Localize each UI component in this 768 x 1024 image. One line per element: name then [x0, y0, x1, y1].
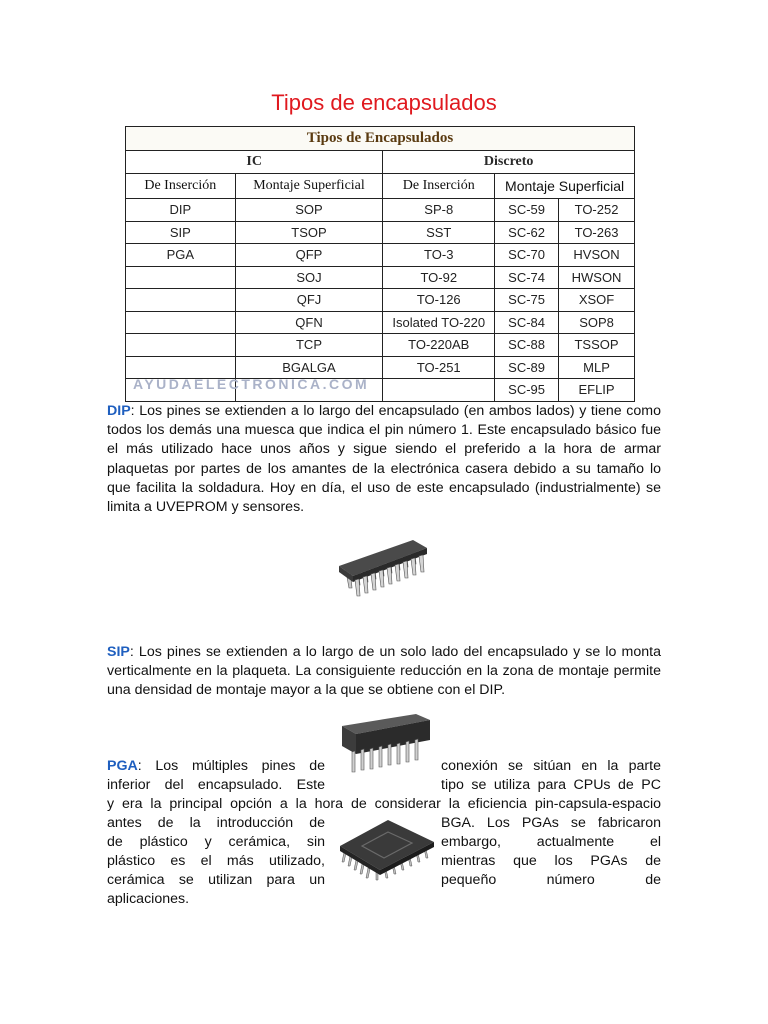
table-cell: SC-62 [495, 221, 559, 244]
column-header: De Inserción [383, 174, 495, 199]
table-cell: TCP [235, 334, 383, 357]
table-cell: SC-84 [495, 311, 559, 334]
column-header: Montaje Superficial [235, 174, 383, 199]
page-title: Tipos de encapsulados [271, 90, 497, 115]
pga-line-6-right: mientras que los PGAs de [441, 853, 661, 869]
table-cell: QFP [235, 244, 383, 267]
sip-paragraph [107, 643, 661, 701]
table-cell: SST [383, 221, 495, 244]
column-header: Montaje Superficial [495, 174, 635, 199]
table-cell: PGA [126, 244, 236, 267]
table-title: Tipos de Encapsulados [126, 127, 635, 151]
pga-line-4-left: antes de la introducción de [107, 815, 325, 831]
table-cell: SC-74 [495, 266, 559, 289]
table-cell: HVSON [559, 244, 635, 267]
table-row [126, 221, 635, 244]
pga-line-3: y era la principal opción a la hora de considerar la eficiencia pin-capsula-espacio [107, 796, 661, 812]
table-cell: TO-263 [559, 221, 635, 244]
table-cell: SC-95 [495, 379, 559, 402]
table-cell: SC-70 [495, 244, 559, 267]
table-cell: SC-89 [495, 356, 559, 379]
table-cell: SC-75 [495, 289, 559, 312]
pga-line-8: aplicaciones. [107, 891, 190, 907]
table-cell: SC-59 [495, 199, 559, 222]
table-cell: MLP [559, 356, 635, 379]
table-cell: TO-3 [383, 244, 495, 267]
table-row [126, 289, 635, 312]
table-cell: BGALGA [235, 356, 383, 379]
pga-line-5-right: embargo, actualmente el [441, 834, 661, 850]
packages-table [125, 126, 635, 396]
table-row [126, 334, 635, 357]
table-cell: TO-252 [559, 199, 635, 222]
table-cell: EFLIP [559, 379, 635, 402]
group-header-ic: IC [126, 151, 383, 174]
pga-text: : Los múltiples pines de [137, 758, 325, 774]
table-cell [126, 311, 236, 334]
table-row [126, 199, 635, 222]
sip-text: : Los pines se extienden a lo largo de un solo lado del encapsulado y se lo monta verticalmente en la plaqueta. La consiguiente reducción en la zona de montaje permite una densidad de montaje mayor a la que se obtiene con el DIP. [107, 644, 661, 699]
pga-line-6-left: plástico es el más utilizado, [107, 853, 325, 869]
table-cell: HWSON [559, 266, 635, 289]
table-cell: TO-126 [383, 289, 495, 312]
table-cell: QFN [235, 311, 383, 334]
sip-chip-image [340, 712, 432, 778]
table-cell: SOP8 [559, 311, 635, 334]
pga-line-2-right: tipo se utiliza para CPUs de PC [441, 777, 661, 793]
sip-label: SIP [107, 644, 130, 660]
dip-text: : Los pines se extienden a lo largo del encapsulado (en ambos lados) y tiene como todos los demás una muesca que indica el pin número 1. Este encapsulado básico fue el más utilizado hace unos años y sigue siendo el preferido a la hora de armar plaquetas por partes de los amantes de la electrónica casera debido a su tamaño lo que facilita la soldadura. Hoy en día, el uso de este encapsulado (industrialmente) se limita a UVEPROM y sensores. [107, 403, 661, 516]
pga-line-2-left: inferior del encapsulado. Este [107, 777, 325, 793]
pga-line-5-left: de plástico y cerámica, sin [107, 834, 325, 850]
table-cell: TO-220AB [383, 334, 495, 357]
table-cell: SOP [235, 199, 383, 222]
table-cell: SC-88 [495, 334, 559, 357]
table-cell: SP-8 [383, 199, 495, 222]
table-cell: TO-251 [383, 356, 495, 379]
pga-label: PGA [107, 758, 138, 774]
pga-line-7-left: cerámica se utilizan para un [107, 872, 325, 888]
table-cell: QFJ [235, 289, 383, 312]
group-header-discreto: Discreto [383, 151, 635, 174]
table-cell: SOJ [235, 266, 383, 289]
table-cell [126, 266, 236, 289]
watermark: AYUDAELECTRONICA.COM [133, 376, 370, 392]
dip-label: DIP [107, 403, 131, 419]
table-row [126, 311, 635, 334]
dip-chip-image [335, 538, 431, 600]
pga-line-1-left [107, 757, 325, 776]
table-row [126, 244, 635, 267]
table-row [126, 266, 635, 289]
pga-line-7-right: pequeño número de [441, 872, 661, 888]
table-cell: XSOF [559, 289, 635, 312]
column-header: De Inserción [126, 174, 236, 199]
pga-line-4-right: BGA. Los PGAs se fabricaron [441, 815, 661, 831]
table-cell: SIP [126, 221, 236, 244]
table-cell: TO-92 [383, 266, 495, 289]
pga-chip-image [336, 812, 438, 884]
table-cell: TSOP [235, 221, 383, 244]
table-cell [383, 379, 495, 402]
table-cell: Isolated TO-220 [383, 311, 495, 334]
table-cell: DIP [126, 199, 236, 222]
pga-line-1-right: conexión se sitúan en la parte [441, 758, 661, 774]
table-cell: TSSOP [559, 334, 635, 357]
table-cell [126, 334, 236, 357]
dip-paragraph [107, 402, 661, 517]
table-cell [126, 289, 236, 312]
